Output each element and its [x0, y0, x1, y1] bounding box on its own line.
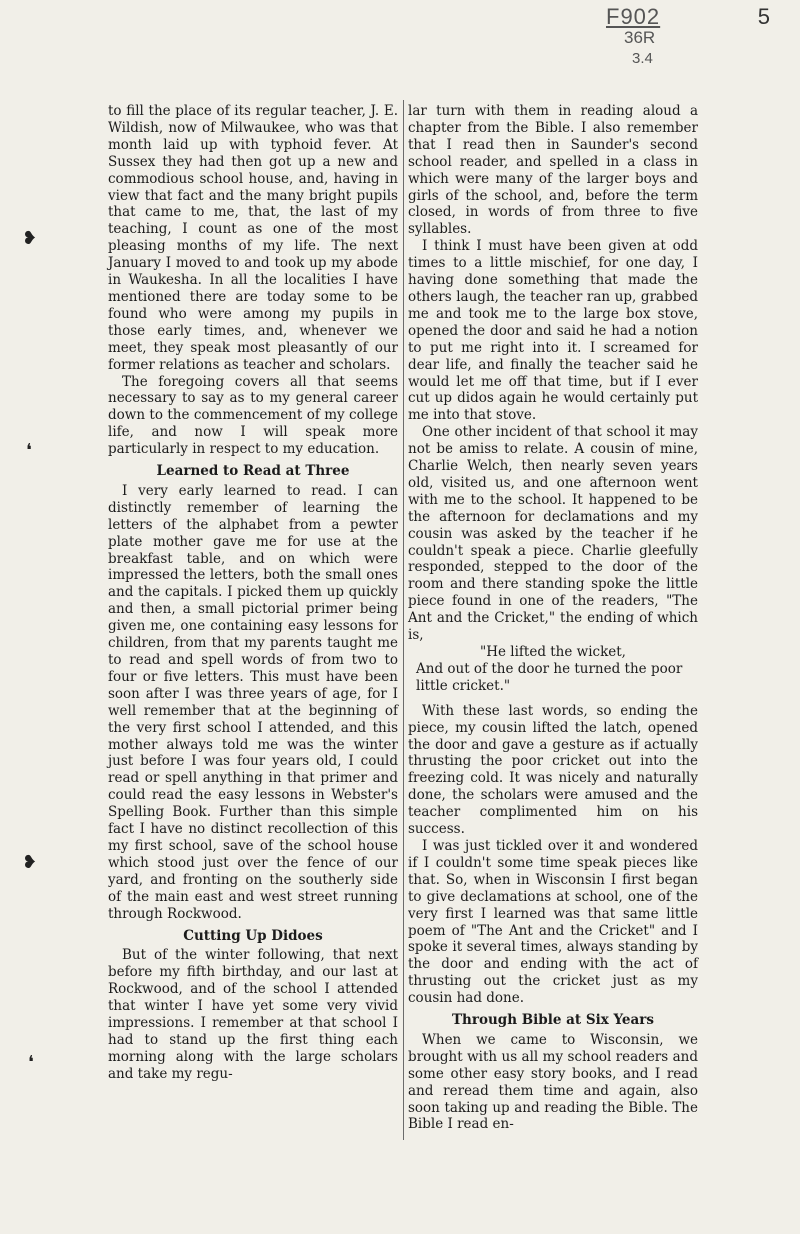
paragraph: When we came to Wisconsin, we brought with us all my school readers and some other easy story books, and I read and reread them time and again, also soon taking up and reading the Bible. The Bible I read en- — [408, 1031, 698, 1133]
paragraph: I think I must have been given at odd times to a little mischief, for one day, I having done something that made the others laugh, the teacher ran up, grabbed me and took me to the large box stove, opened the door and said he had a notion to put me right into it. I screamed for dear life, and finally the teacher said he would let me off that time, but if I ever cut up didos again he would certainly put me into that stove. — [408, 238, 698, 424]
archive-subnumber: 36R — [624, 28, 656, 47]
archive-number: F902 — [606, 4, 661, 29]
article-column-right — [408, 103, 698, 1133]
section-heading: Cutting Up Didoes — [183, 927, 323, 944]
page-number: 5 — [757, 4, 770, 29]
poem-line: "He lifted the wicket, — [480, 644, 626, 660]
paragraph: to fill the place of its regular teacher, J. E. Wildish, now of Milwaukee, who was that month laid up with typhoid fever. At Sussex they had then got up a new and commodious school house, and, having in view that fact and the many bright pupils that came to me, that, the last of my teaching, I count as one of the most pleasing months of my life. The next January I moved to and took up my abode in Waukesha. In all the localities I have mentioned there are today some to be found who were among my pupils in those early times, and, whenever we meet, they speak most pleasantly of our former relations as teacher and scholars. — [108, 103, 398, 373]
paragraph: One other incident of that school it may not be amiss to relate. A cousin of mine, Charlie Welch, then nearly seven years old, visited us, and one afternoon went with me to the school. It happened to be the afternoon for declamations and my cousin was asked by the teacher if he couldn't speak a piece. Charlie gleefully responded, stepped to the door of the room and there standing spoke the little piece found in one of the readers, "The Ant and the Cricket," the ending of which is, — [408, 424, 698, 644]
paragraph: The foregoing covers all that seems necessary to say as to my general career down to the commencement of my college life, and now I will speak more particularly in respect to my education. — [108, 373, 398, 458]
margin-punch-mark: ❛ — [28, 1052, 34, 1073]
paragraph: With these last words, so ending the piece, my cousin lifted the latch, opened the door and gave a gesture as if actually thrusting the poor cricket out into the freezing cold. It was nicely and naturally done, the scholars were amused and the teacher complimented him on his success. — [408, 702, 698, 838]
paragraph: lar turn with them in reading aloud a chapter from the Bible. I also remember that I read then in Saunder's second school reader, and spelled in a class in which were many of the larger boys and girls of the school, and, before the term closed, in words of from three to five syllables. — [408, 103, 698, 238]
paragraph: I was just tickled over it and wondered if I couldn't some time speak pieces like that. So, when in Wisconsin I first began to give declamations at school, one of the very first I learned was that same little poem of "The Ant and the Cricket" and I spoke it several times, always standing by the door and ending with the act of thrusting out the cricket just as my cousin had done. — [408, 837, 698, 1007]
paragraph: I very early learned to read. I can distinctly remember of learning the letters of the alphabet from a pewter plate mother gave me for use at the breakfast table, and on which were impressed the letters, both the small ones and the capitals. I picked them up quickly and then, a small pictorial primer being given me, one containing easy lessons for children, from that my parents taught me to read and spell words of from two to four or five letters. This must have been soon after I was three years of age, for I well remember that at the beginning of the very first school I attended, and this mother always told me was the winter just before I was four years old, I could read or spell anything in that primer and could read the easy lessons in Webster's Spelling Book. Further than this simple fact I have no distinct recollection of this my first school, save of the school house which stood just over the fence of our yard, and fronting on the southerly side of the main east and west street running through Rockwood. — [108, 482, 398, 922]
margin-punch-mark: ❛ — [26, 440, 32, 461]
column-divider — [403, 100, 404, 1140]
archive-folio: 3.4 — [632, 50, 653, 67]
margin-punch-mark: ❥ — [22, 228, 38, 249]
margin-punch-mark: ❥ — [22, 852, 38, 873]
section-heading: Learned to Read at Three — [156, 463, 350, 480]
poem-line: And out of the door he turned the poor little cricket." — [416, 660, 683, 694]
article-column-left — [108, 103, 398, 1083]
paragraph: But of the winter following, that next before my fifth birthday, and our last at Rockwood, and of the school I attended that winter I have yet some very vivid impressions. I remember at that school I had to stand up the first thing each morning along with the large scholars and take my regu- — [108, 947, 398, 1082]
section-heading: Through Bible at Six Years — [452, 1012, 654, 1029]
